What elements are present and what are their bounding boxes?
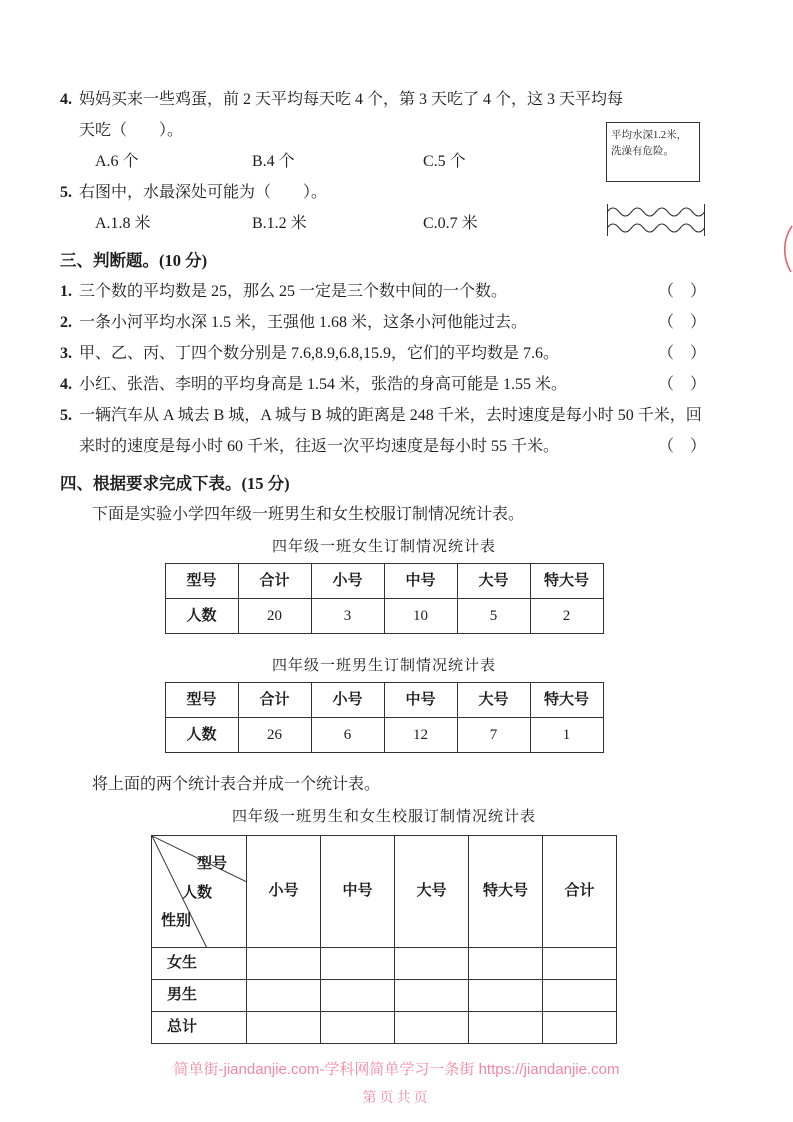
corner-label-gender: 性别: [161, 913, 192, 929]
question-4-line2: 天吃（ ）。: [79, 122, 184, 139]
answer-cell[interactable]: [543, 980, 617, 1012]
question-4-line1: 妈妈买来一些鸡蛋，前 2 天平均每天吃 4 个，第 3 天吃了 4 个，这 3 天平均每: [79, 91, 624, 108]
col-header: 特大号: [530, 564, 603, 599]
answer-bracket: （ ）: [657, 376, 706, 393]
item-number: 3.: [60, 345, 72, 362]
col-header: 合计: [238, 564, 311, 599]
table-cell: 12: [384, 718, 457, 753]
judge-item-5: [60, 400, 708, 462]
table-cell: 5: [457, 599, 530, 634]
corner-label-model: 型号: [197, 856, 228, 872]
answer-cell[interactable]: [543, 948, 617, 980]
row-label: 总计: [152, 1012, 247, 1044]
table-data-row: [165, 718, 603, 753]
question-4-number: 4.: [60, 91, 72, 108]
col-header: 大号: [395, 836, 469, 948]
row-label: 女生: [152, 948, 247, 980]
merged-row-girls: [152, 948, 617, 980]
merged-table-caption: 四年级一班男生和女生校服订制情况统计表: [231, 809, 536, 825]
answer-cell[interactable]: [395, 980, 469, 1012]
table-cell: 1: [530, 718, 603, 753]
judge-item-1: [60, 276, 708, 307]
table-cell: 10: [384, 599, 457, 634]
option-a: A.1.8 米: [95, 215, 151, 232]
item-text: 甲、乙、丙、丁四个数分别是 7.6,8.9,6.8,15.9，它们的平均数是 7.6。: [79, 345, 560, 362]
question-5-number: 5.: [60, 184, 72, 201]
warning-sign: 平均水深1.2米，洗澡有危险。: [606, 122, 700, 182]
merge-instruction: 将上面的两个统计表合并成一个统计表。: [92, 776, 381, 793]
answer-bracket: （ ）: [657, 345, 706, 362]
col-header: 型号: [165, 683, 238, 718]
water-waves-icon: [606, 198, 706, 240]
girls-table: [165, 563, 604, 634]
col-header: 中号: [384, 683, 457, 718]
table-header-row: [165, 564, 603, 599]
answer-cell[interactable]: [543, 1012, 617, 1044]
answer-cell[interactable]: [247, 1012, 321, 1044]
table-cell: 6: [311, 718, 384, 753]
section-4-intro: 下面是实验小学四年级一班男生和女生校服订制情况统计表。: [92, 506, 525, 523]
answer-bracket: （ ）: [657, 438, 706, 455]
boys-table: [165, 682, 604, 753]
item-text: 三个数的平均数是 25，那么 25 一定是三个数中间的一个数。: [79, 283, 508, 300]
item-number: 4.: [60, 376, 72, 393]
col-header: 中号: [321, 836, 395, 948]
boys-table-caption: 四年级一班男生订制情况统计表: [271, 658, 496, 674]
col-header: 小号: [247, 836, 321, 948]
judge-item-4: [60, 369, 708, 400]
merged-row-total: [152, 1012, 617, 1044]
corner-label-count: 人数: [182, 885, 213, 901]
table-data-row: [165, 599, 603, 634]
answer-bracket: （ ）: [657, 314, 706, 331]
answer-cell[interactable]: [395, 1012, 469, 1044]
water-depth-figure: [606, 122, 706, 240]
col-header: 特大号: [469, 836, 543, 948]
option-c: C.5 个: [423, 153, 466, 170]
option-b: B.4 个: [252, 153, 295, 170]
judge-item-2: [60, 307, 708, 338]
answer-cell[interactable]: [247, 948, 321, 980]
table-cell: 3: [311, 599, 384, 634]
col-header: 中号: [384, 564, 457, 599]
section-4-title: 四、根据要求完成下表。(15 分): [60, 474, 290, 493]
answer-cell[interactable]: [321, 980, 395, 1012]
answer-cell[interactable]: [321, 1012, 395, 1044]
answer-cell[interactable]: [321, 948, 395, 980]
answer-cell[interactable]: [469, 948, 543, 980]
answer-cell[interactable]: [395, 948, 469, 980]
footer-link[interactable]: 简单街-jiandanjie.com-学科网简单学习一条街 https://jiandanjie.com: [173, 1061, 620, 1078]
col-header: 型号: [165, 564, 238, 599]
girls-table-caption: 四年级一班女生订制情况统计表: [271, 539, 496, 555]
judge-item-3: [60, 338, 708, 369]
col-header: 特大号: [530, 683, 603, 718]
item-number: 5.: [60, 407, 72, 424]
row-label: 人数: [165, 599, 238, 634]
col-header: 合计: [238, 683, 311, 718]
merged-header-row: [152, 836, 617, 948]
red-pen-mark-icon: [779, 225, 793, 273]
answer-cell[interactable]: [469, 980, 543, 1012]
col-header: 小号: [311, 683, 384, 718]
item-number: 1.: [60, 283, 72, 300]
section-3-title: 三、判断题。(10 分): [60, 251, 208, 270]
answer-cell[interactable]: [469, 1012, 543, 1044]
item-number: 2.: [60, 314, 72, 331]
merged-row-boys: [152, 980, 617, 1012]
answer-cell[interactable]: [247, 980, 321, 1012]
question-5-text: 右图中，水最深处可能为（ ）。: [79, 184, 328, 201]
table-cell: 2: [530, 599, 603, 634]
item-text: 一辆汽车从 A 城去 B 城，A 城与 B 城的距离是 248 千米，去时速度是每小时 50 千米，回来时的速度是每小时 60 千米，往返一次平均速度是每小时 55 千米。: [79, 407, 702, 455]
item-text: 一条小河平均水深 1.5 米，王强他 1.68 米，这条小河他能过去。: [79, 314, 528, 331]
table-cell: 7: [457, 718, 530, 753]
row-label: 人数: [165, 718, 238, 753]
table-cell: 26: [238, 718, 311, 753]
answer-bracket: （ ）: [657, 283, 706, 300]
item-text: 小红、张浩、李明的平均身高是 1.54 米，张浩的身高可能是 1.55 米。: [79, 376, 568, 393]
col-header: 大号: [457, 683, 530, 718]
table-cell: 20: [238, 599, 311, 634]
col-header: 小号: [311, 564, 384, 599]
row-label: 男生: [152, 980, 247, 1012]
option-a: A.6 个: [95, 153, 139, 170]
option-b: B.1.2 米: [252, 215, 307, 232]
col-header: 大号: [457, 564, 530, 599]
merged-table: [151, 835, 617, 1044]
diagonal-header-cell: [152, 836, 247, 948]
table-header-row: [165, 683, 603, 718]
col-header: 合计: [543, 836, 617, 948]
footer-page-number: 第页共页: [362, 1089, 431, 1105]
option-c: C.0.7 米: [423, 215, 478, 232]
